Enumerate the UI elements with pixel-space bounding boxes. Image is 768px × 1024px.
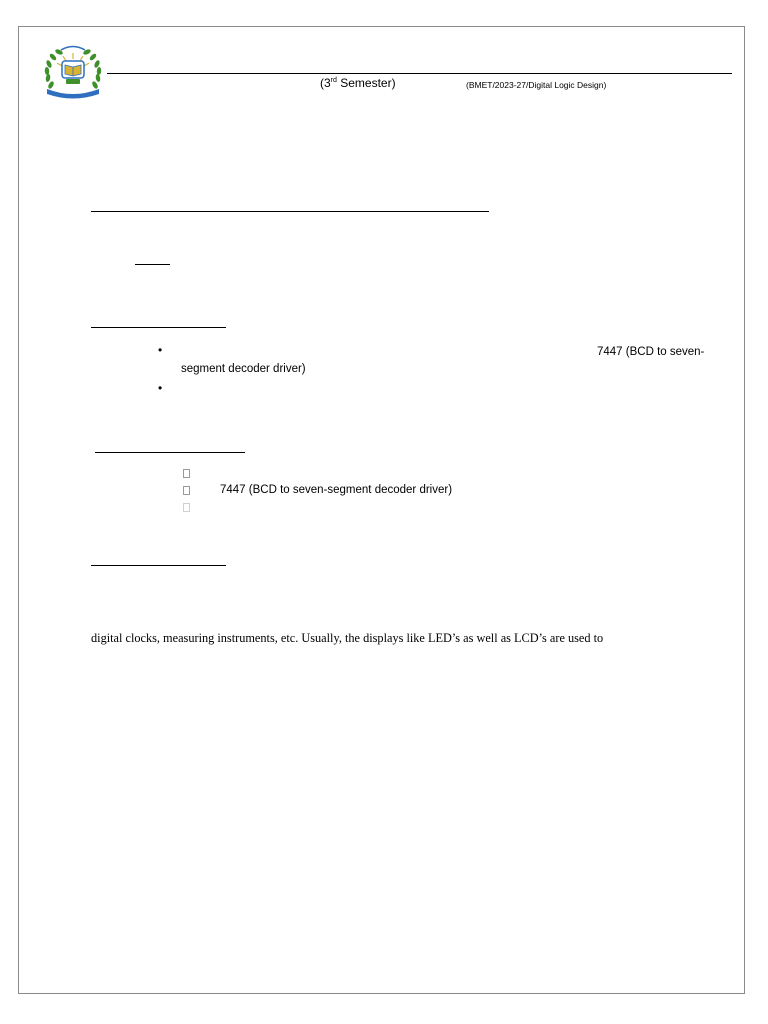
objectives-heading-underline [91,327,226,328]
university-logo [41,41,105,101]
theory-heading-underline [91,565,226,566]
short-underline [135,264,170,265]
checkbox-glyph [183,486,190,495]
checkbox-glyph [183,503,190,512]
objective-1-tail: 7447 (BCD to seven- [597,346,705,358]
bullet-marker: • [158,381,163,395]
semester-label: (3rd Semester) [320,76,396,90]
checkbox-glyph [183,469,190,478]
title-underline [91,211,489,212]
component-2-label: 7447 (BCD to seven-segment decoder driver) [220,484,453,496]
objective-1-wrap: segment decoder driver) [181,363,306,375]
course-code: (BMET/2023-27/Digital Logic Design) [466,80,607,90]
bullet-marker: • [158,343,163,357]
components-heading-underline [95,452,245,453]
header-rule [107,73,732,74]
theory-paragraph-line: digital clocks, measuring instruments, etc. Usually, the displays like LED’s as well as LCD’s are used to [91,631,604,645]
document-page [18,26,745,994]
